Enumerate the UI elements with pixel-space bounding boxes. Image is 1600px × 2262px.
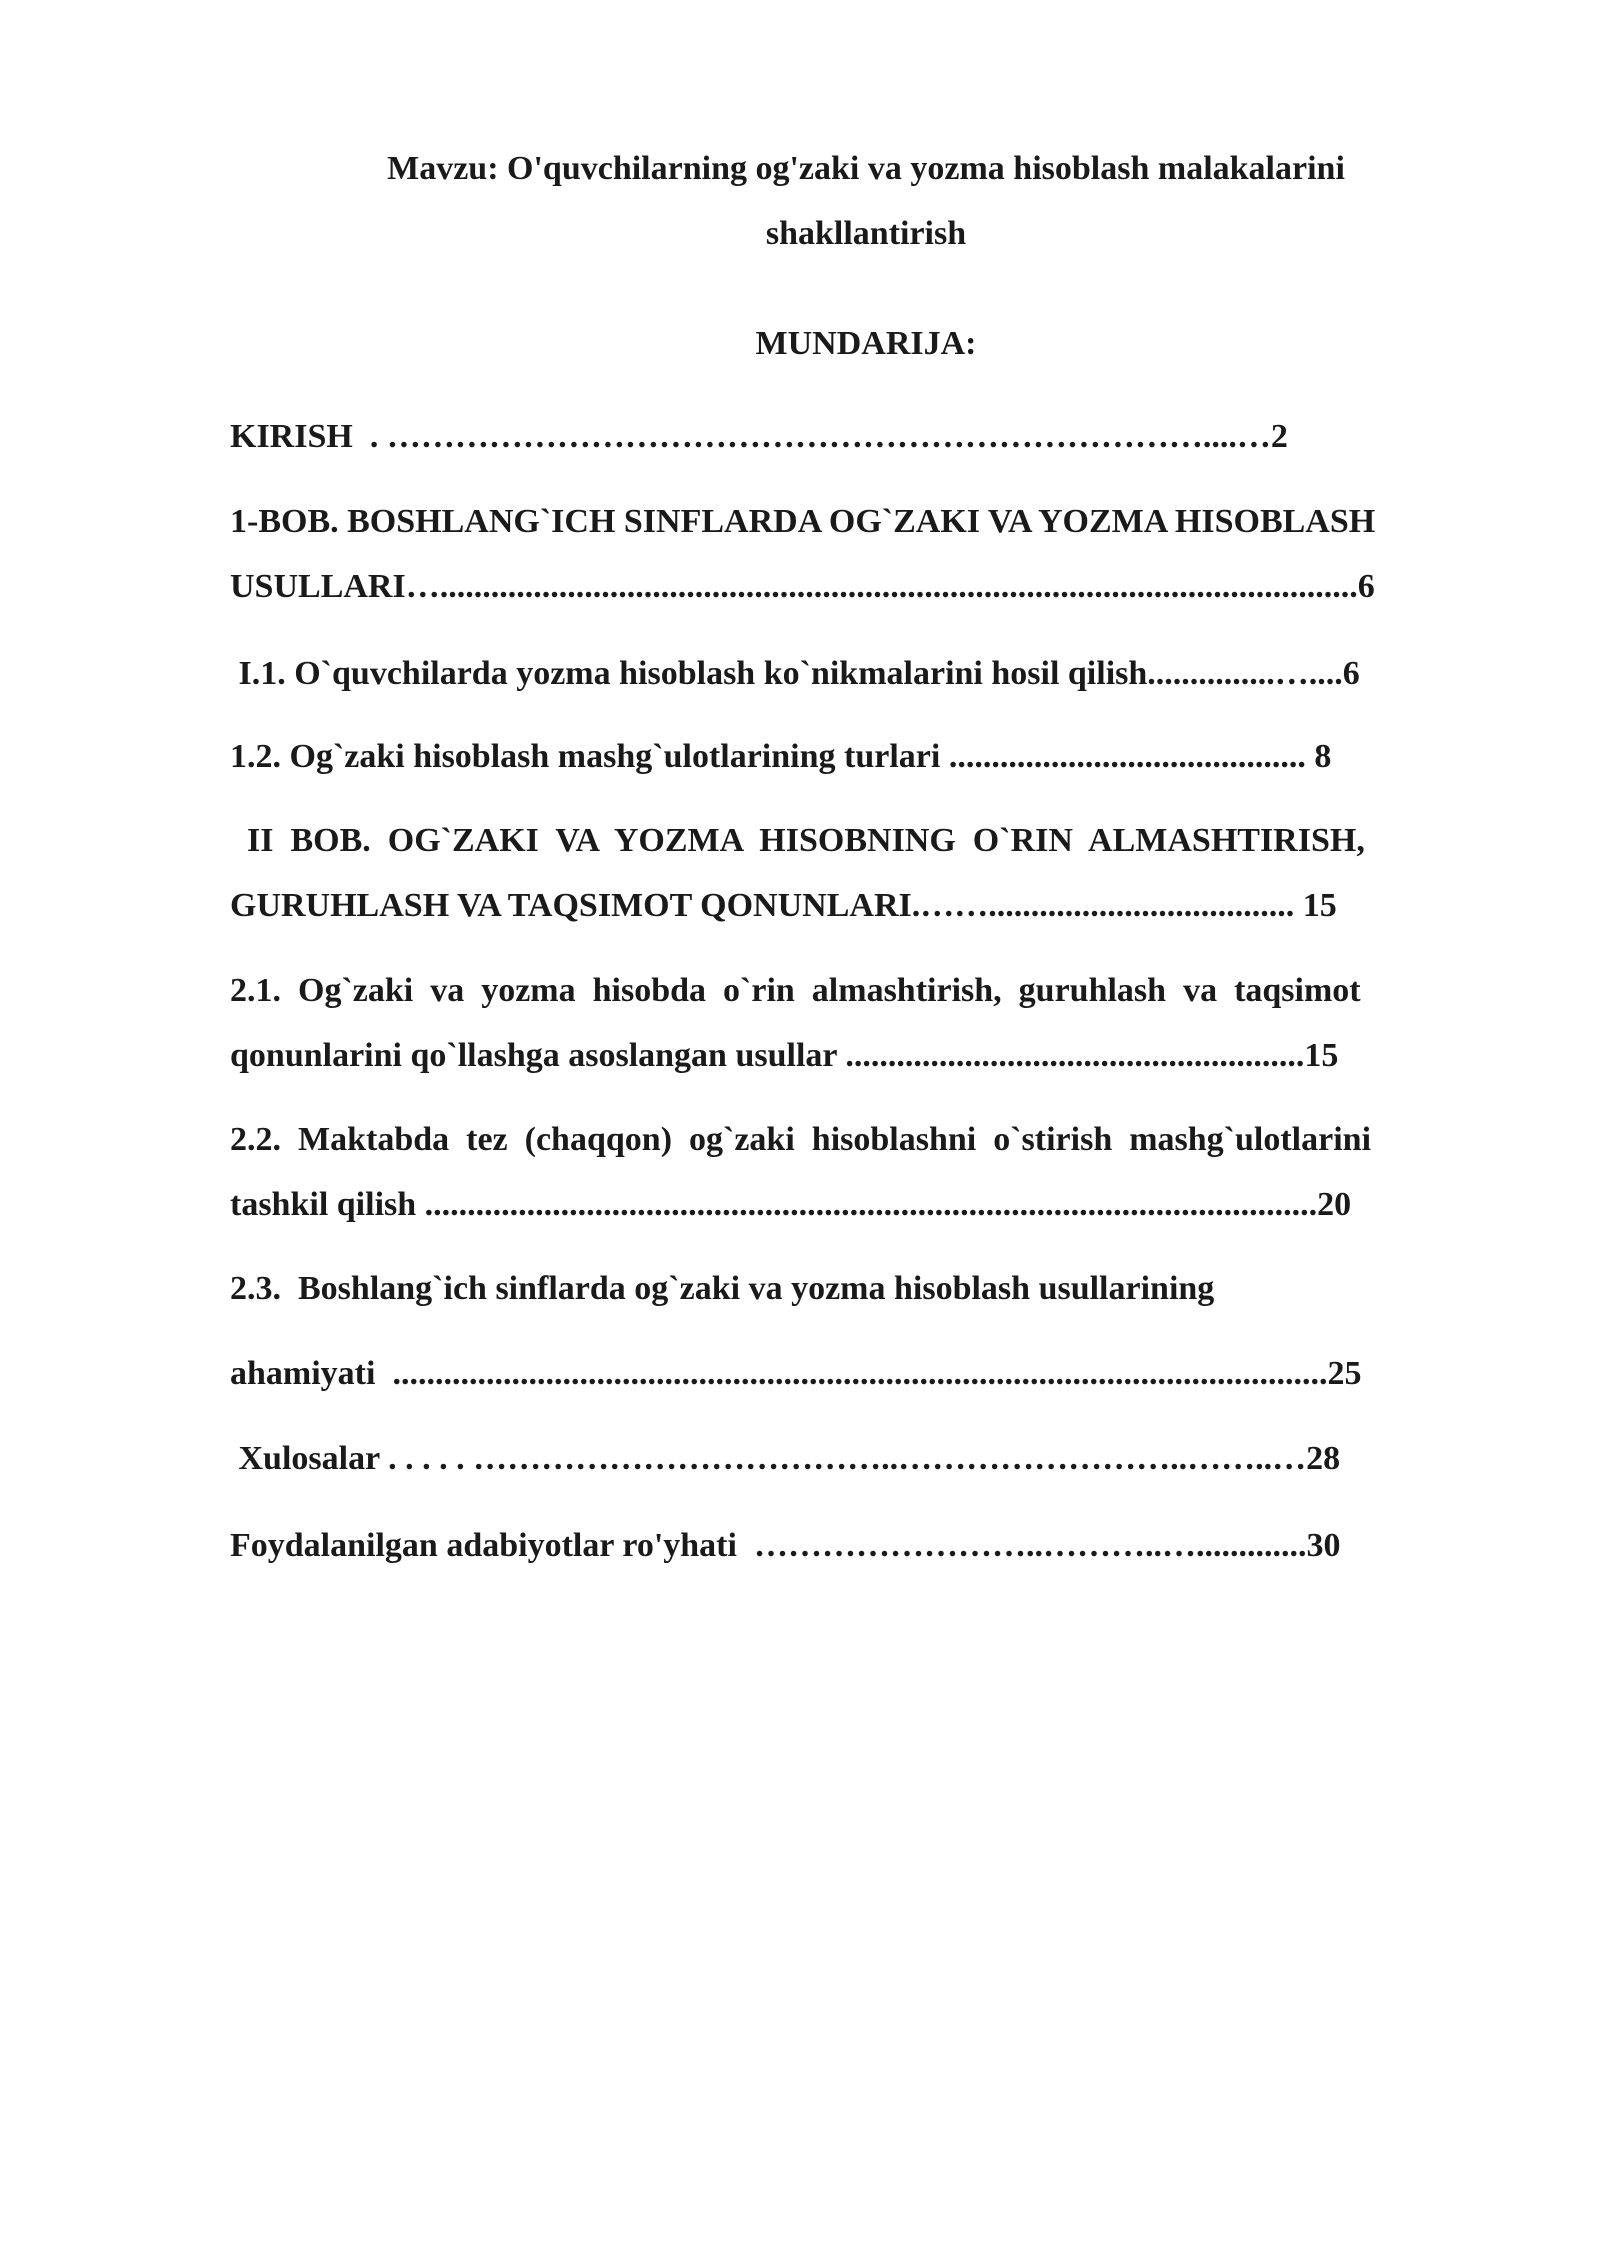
toc-entry-section-2-1-line-2: qonunlarini qo`llashga asoslangan usullar ......................................................15 bbox=[230, 1037, 1339, 1074]
toc-entry-chapter-1-line-1: 1-BOB. BOSHLANG`ICH SINFLARDA OG`ZAKI VA YOZMA HISOBLASH bbox=[230, 503, 1376, 540]
toc-entry-kirish: KIRISH . ………………………………………………………………....…2 bbox=[230, 418, 1288, 455]
toc-entry-section-2-2-line-2: tashkil qilish .........................................................................................................20 bbox=[230, 1186, 1352, 1223]
toc-entry-section-2-3-line-1: 2.3. Boshlang`ich sinflarda og`zaki va yozma hisoblash usullarining bbox=[230, 1270, 1215, 1307]
toc-entry-references: Foydalanilgan adabiyotlar ro'yhati ……………………..………..….............30 bbox=[230, 1527, 1341, 1564]
toc-entry-section-1-2: 1.2. Og`zaki hisoblash mashg`ulotlarining turlari .......................................... 8 bbox=[230, 738, 1332, 775]
toc-entry-chapter-2-line-1: II BOB. OG`ZAKI VA YOZMA HISOBNING O`RIN ALMASHTIRISH, bbox=[230, 822, 1365, 859]
toc-entry-section-2-1-line-1: 2.1. Og`zaki va yozma hisobda o`rin almashtirish, guruhlash va taqsimot bbox=[230, 972, 1361, 1009]
toc-entry-conclusions: Xulosalar . . . . . ………………………………..……………………..……..…28 bbox=[230, 1440, 1341, 1477]
contents-heading: MUNDARIJA: bbox=[755, 325, 977, 362]
toc-entry-chapter-1-line-2: USULLARI…............................................................................................................6 bbox=[230, 568, 1375, 605]
toc-entry-section-2-3-line-2: ahamiyati ..............................................................................................................25 bbox=[230, 1355, 1362, 1392]
topic-title-line-1: Mavzu: O'quvchilarning og'zaki va yozma hisoblash malakalarini bbox=[387, 150, 1345, 187]
topic-title-line-2: shakllantirish bbox=[765, 215, 967, 252]
toc-entry-chapter-2-line-2: GURUHLASH VA TAQSIMOT QONUNLARI.…….................................... 15 bbox=[230, 887, 1337, 924]
toc-entry-section-2-2-line-1: 2.2. Maktabda tez (chaqqon) og`zaki hisoblashni o`stirish mashg`ulotlarini bbox=[230, 1121, 1372, 1158]
toc-entry-section-1-1: I.1. O`quvchilarda yozma hisoblash ko`nikmalarini hosil qilish...............…....6 bbox=[230, 655, 1360, 692]
